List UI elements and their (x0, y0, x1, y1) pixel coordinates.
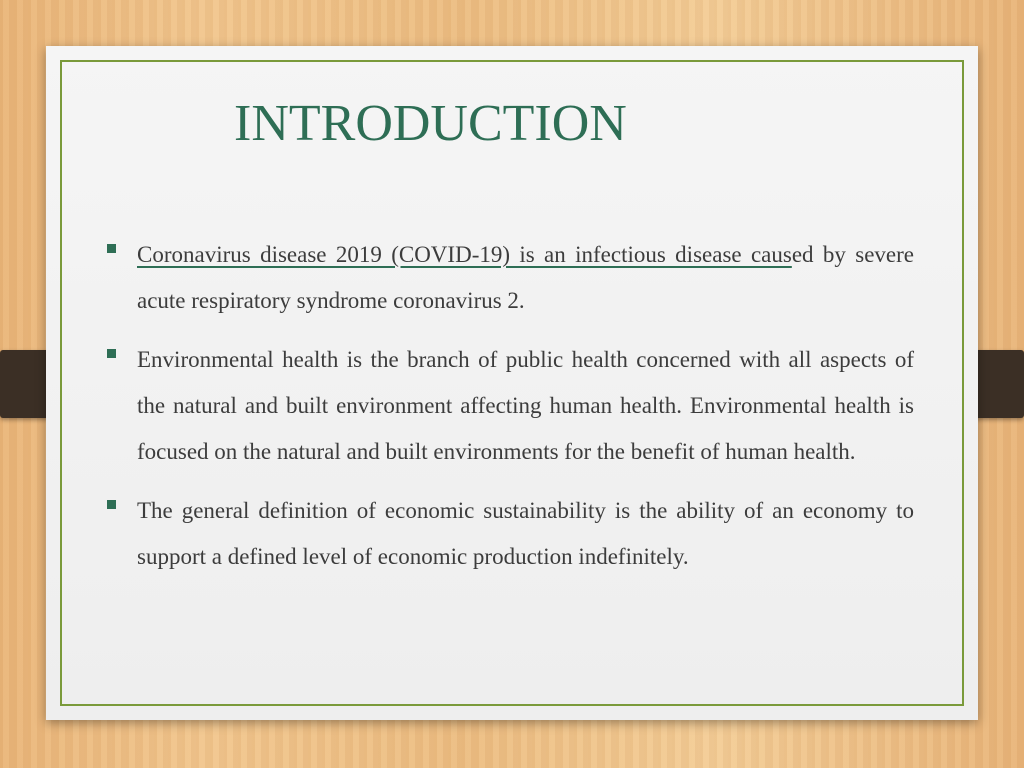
bullet-list (102, 232, 914, 593)
bullet-text-covid-rest: ed by severe acute respiratory syndrome coronavirus 2. (137, 242, 914, 313)
slide-title: INTRODUCTION (234, 95, 627, 152)
bullet-item-economic-sustainability (102, 488, 914, 580)
square-bullet-icon (107, 349, 116, 358)
bullet-text-economic-sustainability: The general definition of economic sustainability is the ability of an economy to support a defined level of economic production indefinitely. (137, 498, 914, 569)
bullet-item-environmental-health (102, 337, 914, 475)
bullet-text-environmental-health: Environmental health is the branch of public health concerned with all aspects of the natural and built environment affecting human health. Environmental health is focused on the natural and built environments for the benefit of human health. (137, 347, 914, 464)
bullet-item-covid (102, 232, 914, 324)
slide-card (46, 46, 978, 720)
square-bullet-icon (107, 500, 116, 509)
bullet-text-covid-underlined: Coronavirus disease 2019 (COVID-19) is an infectious disease caus (137, 242, 792, 267)
square-bullet-icon (107, 244, 116, 253)
bullet-text-covid (137, 232, 914, 324)
